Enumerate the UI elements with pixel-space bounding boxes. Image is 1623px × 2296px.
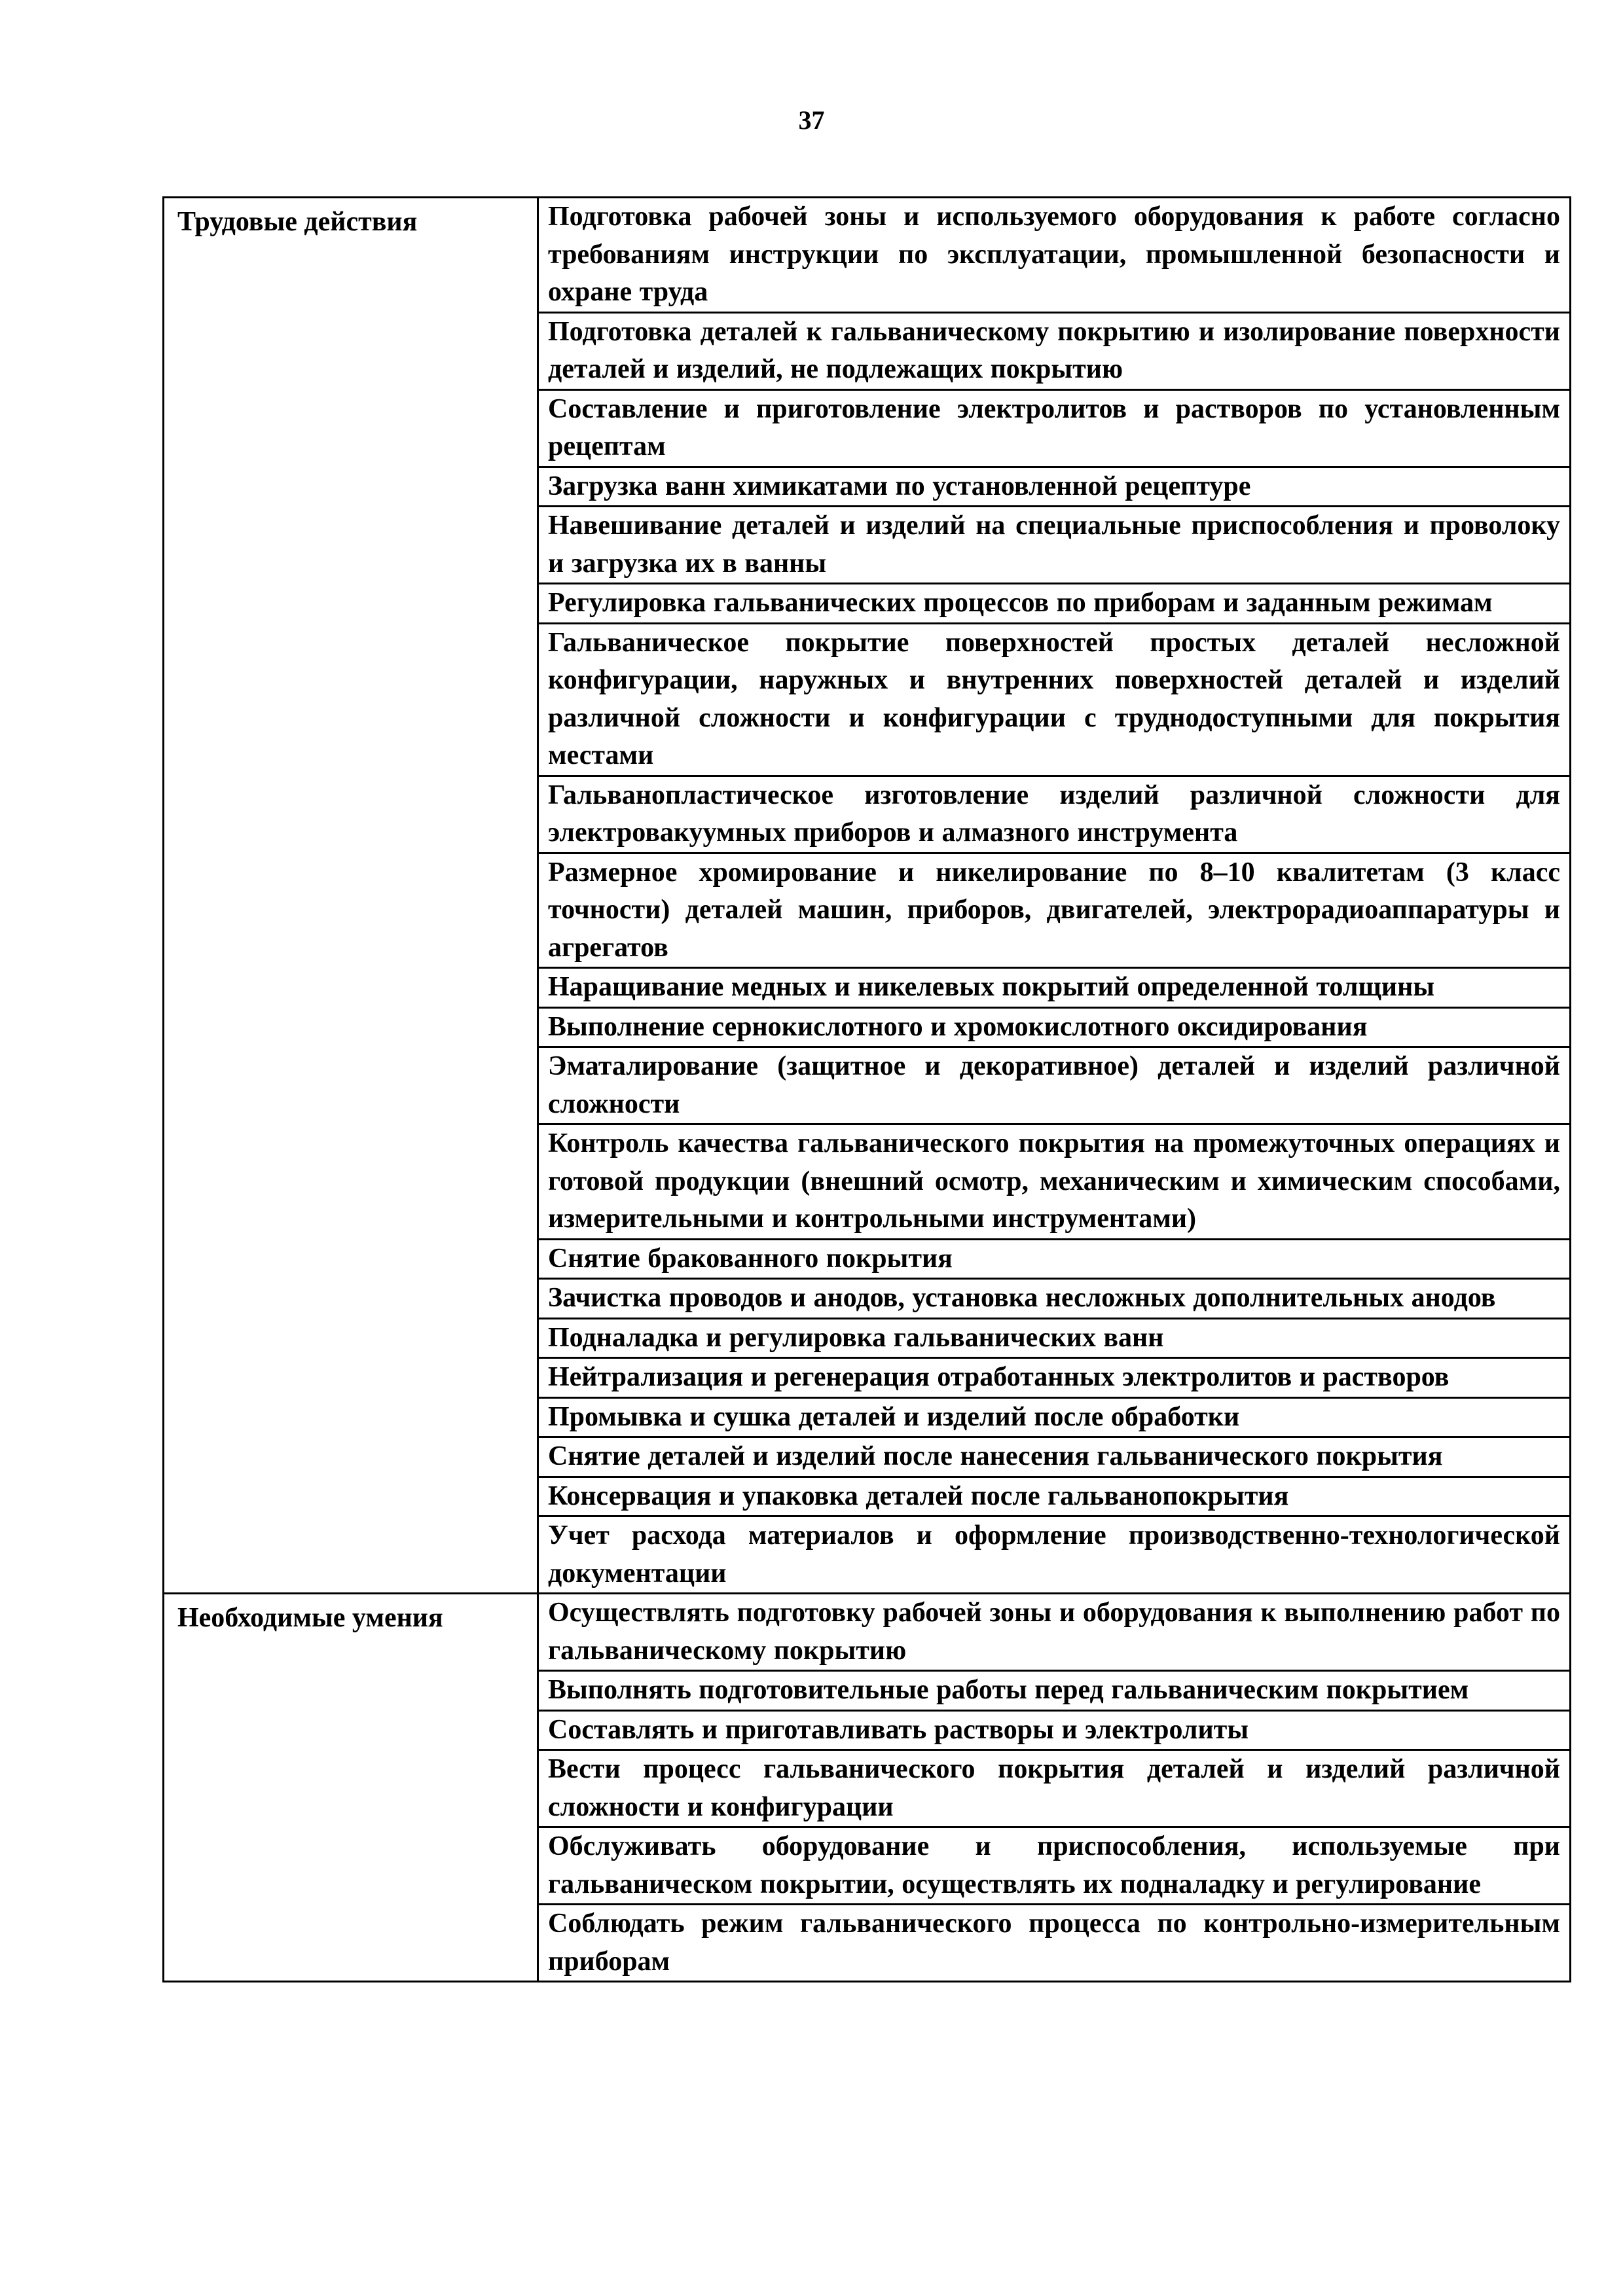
table-cell: Обслуживать оборудование и приспособления, используемые при гальваническом покрытии, осуществлять их подналадку и регулирование <box>539 1828 1569 1905</box>
table-cell: Вести процесс гальванического покрытия деталей и изделий различной сложности и конфигурации <box>539 1751 1569 1828</box>
table-cell: Подготовка рабочей зоны и используемого оборудования к работе согласно требованиям инструкции по эксплуатации, промышленной безопасности и охране труда <box>539 198 1569 314</box>
table-cell: Соблюдать режим гальванического процесса по контрольно-измерительным приборам <box>548 1909 1560 1977</box>
table-cell: Нейтрализация и регенерация отработанных электролитов и растворов <box>539 1359 1569 1399</box>
section-items <box>539 198 1569 1592</box>
table-cell: Гальванопластическое изготовление изделий различной сложности для электровакуумных приборов и алмазного инструмента <box>539 777 1569 854</box>
table-cell: Гальваническое покрытие поверхностей простых деталей несложной конфигурации, наружных и внутренних поверхностей деталей и изделий различной сложности и конфигурации с труднодоступными для покрытия местами <box>539 624 1569 777</box>
section-label: Трудовые действия <box>164 198 539 1592</box>
table-cell: Снятие деталей и изделий после нанесения гальванического покрытия <box>539 1438 1569 1478</box>
table-cell: Подготовка деталей к гальваническому покрытию и изолирование поверхности деталей и изделий, не подлежащих покрытию <box>539 314 1569 391</box>
table-cell: Загрузка ванн химикатами по установленной рецептуре <box>539 468 1569 508</box>
table-cell: Регулировка гальванических процессов по приборам и заданным режимам <box>539 584 1569 624</box>
table-cell: Эматалирование (защитное и декоративное) деталей и изделий различной сложности <box>539 1048 1569 1125</box>
table-cell: Контроль качества гальванического покрытия на промежуточных операциях и готовой продукции (внешний осмотр, механическим и химическим способами, измерительными и контрольными инструментами) <box>539 1125 1569 1240</box>
table-cell: Составлять и приготавливать растворы и электролиты <box>539 1712 1569 1751</box>
table-cell: Размерное хромирование и никелирование по 8–10 квалитетам (3 класс точности) деталей машин, приборов, двигателей, электрорадиоаппаратуры и агрегатов <box>539 854 1569 969</box>
table-cell: Осуществлять подготовку рабочей зоны и оборудования к выполнению работ по гальваническому покрытию <box>539 1594 1569 1672</box>
table-cell: Выполнение сернокислотного и хромокислотного оксидирования <box>539 1009 1569 1049</box>
table-cell: Промывка и сушка деталей и изделий после обработки <box>539 1399 1569 1439</box>
table-body <box>164 198 1569 1981</box>
section-label: Необходимые умения <box>164 1594 539 1981</box>
section-items <box>539 1594 1569 1981</box>
table-cell: Зачистка проводов и анодов, установка несложных дополнительных анодов <box>539 1280 1569 1319</box>
table-cell: Снятие бракованного покрытия <box>539 1240 1569 1280</box>
table-cell: Консервация и упаковка деталей после гальванопокрытия <box>539 1478 1569 1518</box>
table-cell: Выполнять подготовительные работы перед гальваническим покрытием <box>539 1672 1569 1712</box>
table-cell: Составление и приготовление электролитов и растворов по установленным рецептам <box>539 391 1569 468</box>
table-cell: Подналадка и регулировка гальванических ванн <box>539 1319 1569 1359</box>
labor-actions-section <box>164 198 1569 1592</box>
page-number: 37 <box>798 105 825 135</box>
required-skills-section <box>164 1592 1569 1981</box>
table-cell: Наращивание медных и никелевых покрытий определенной толщины <box>539 969 1569 1009</box>
table-cell: Навешивание деталей и изделий на специальные приспособления и проволоку и загрузка их в ванны <box>539 507 1569 584</box>
table-cell: Учет расхода материалов и оформление производственно-технологической документации <box>548 1520 1560 1588</box>
qualification-table <box>162 196 1571 1982</box>
